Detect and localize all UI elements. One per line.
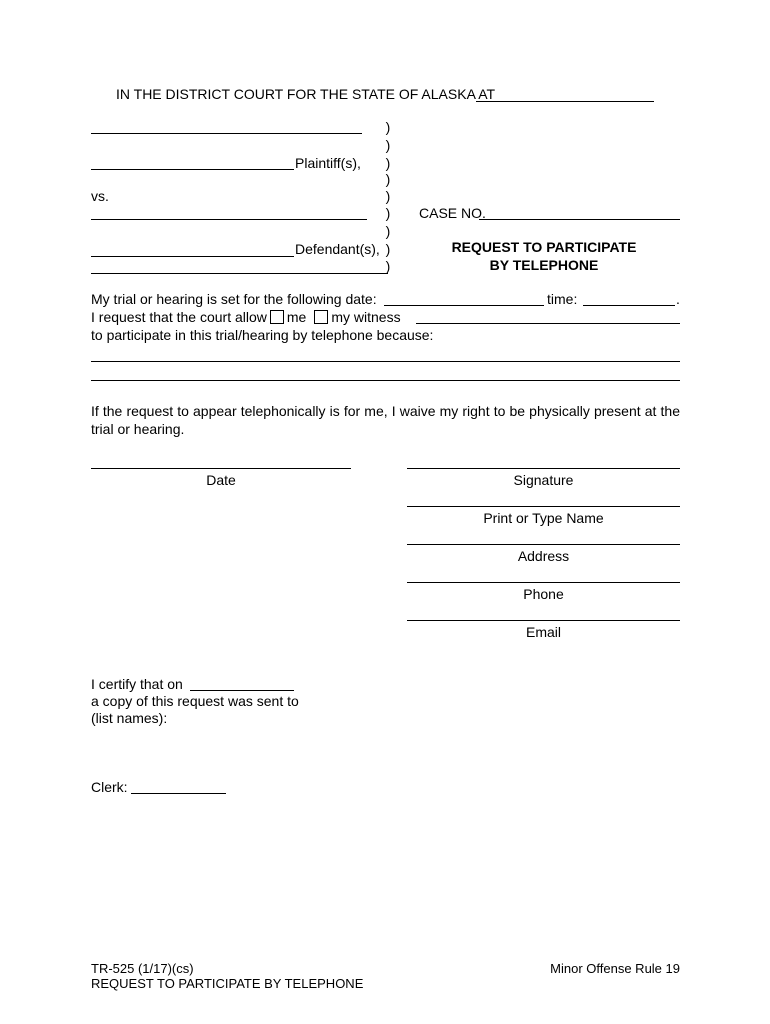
print-name-label: Print or Type Name [483,510,604,526]
court-title: IN THE DISTRICT COURT FOR THE STATE OF ALASKA AT [116,86,496,102]
witness-option-label: my witness [331,309,401,325]
date-label: Date [206,472,236,488]
caption-paren: ) [385,188,391,204]
me-checkbox[interactable] [270,310,284,324]
signature-label: Signature [513,472,574,488]
email-label: Email [525,624,561,640]
caption-paren: ) [385,119,391,135]
caption-paren: ) [385,171,391,187]
certify-date-field[interactable] [190,690,294,691]
phone-label: Phone [523,586,564,602]
hearing-time-field[interactable] [583,305,675,306]
clerk-label: Clerk: [91,779,128,795]
form-number: TR-525 (1/17)(cs) [91,961,194,976]
document-title-line-2: BY TELEPHONE [489,257,599,273]
defendant-label: Defendant(s), [295,241,380,257]
time-label: time: [547,291,578,307]
waiver-text: If the request to appear telephonically is for me, I waive my right to be physically present at the trial or hearing. [91,403,680,437]
certify-label: I certify that on [91,676,183,692]
plaintiff-label: Plaintiff(s), [295,155,361,171]
hearing-date-label: My trial or hearing is set for the following date: [91,291,377,307]
defendant-address-field[interactable] [91,273,388,274]
document-title-line-1: REQUEST TO PARTICIPATE [451,239,637,255]
plaintiff-name-field-2[interactable] [91,169,294,170]
list-names-label: (list names): [91,710,168,726]
defendant-name-field[interactable] [91,219,367,220]
because-label: to participate in this trial/hearing by telephone because: [91,327,434,343]
caption-paren: ) [385,155,391,171]
rule-reference: Minor Offense Rule 19 [550,961,680,976]
caption-paren: ) [385,137,391,153]
address-field[interactable] [407,544,680,545]
caption-paren: ) [385,258,391,274]
date-field[interactable] [91,468,351,469]
vs-label: vs. [91,188,109,204]
email-field[interactable] [407,620,680,621]
print-name-field[interactable] [407,506,680,507]
clerk-field[interactable] [131,793,226,794]
phone-field[interactable] [407,582,680,583]
signature-field[interactable] [407,468,680,469]
court-location-field[interactable] [476,101,654,102]
form-title-footer: REQUEST TO PARTICIPATE BY TELEPHONE [91,976,364,991]
defendant-name-field-2[interactable] [91,256,294,257]
reason-line-1[interactable] [91,361,680,362]
reason-line-2[interactable] [91,380,680,381]
me-option-label: me [286,309,307,325]
caption-paren: ) [385,205,391,221]
witness-checkbox[interactable] [314,310,328,324]
case-no-field[interactable] [479,219,680,220]
witness-name-field[interactable] [416,323,680,324]
allow-row [91,309,401,325]
allow-label: I request that the court allow [91,309,267,325]
time-period: . [676,291,680,307]
copy-sent-label: a copy of this request was sent to [91,693,299,709]
caption-paren: ) [385,241,391,257]
address-label: Address [517,548,570,564]
caption-paren: ) [385,223,391,239]
case-no-label: CASE NO. [419,205,486,221]
hearing-date-field[interactable] [384,305,544,306]
plaintiff-name-field[interactable] [91,133,362,134]
